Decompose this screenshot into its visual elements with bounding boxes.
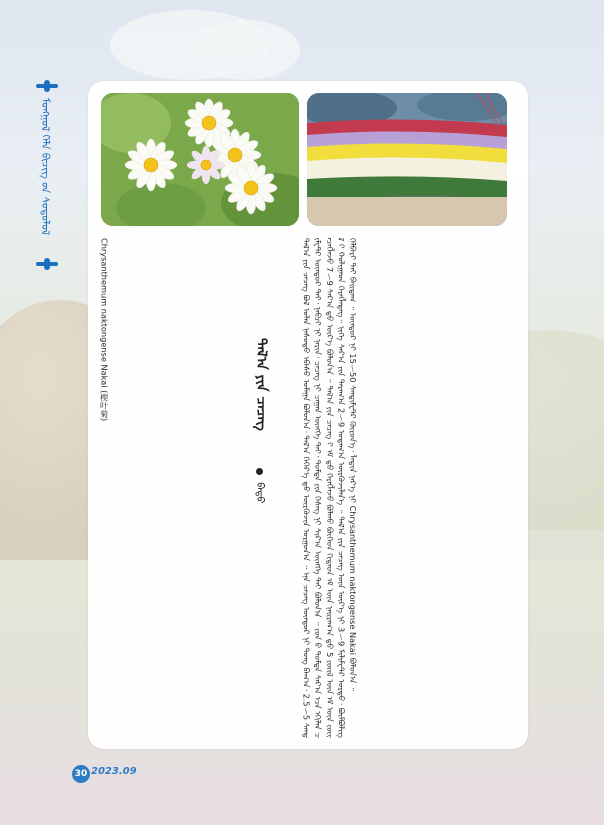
author-name: ᠪᠠᠲᠤ xyxy=(254,482,265,504)
ornament-top-icon xyxy=(34,80,60,92)
sidebar-magazine-title xyxy=(30,76,62,272)
bullet-dot-icon xyxy=(256,468,263,475)
issue-date: 2023.09 xyxy=(91,766,137,777)
magazine-title-text: ᠮᠣᠩᠭᠣᠯ ᠬᠡᠯᠡ ᠪᠢᠴᠢᠭ ᠤ᠋ᠨ ᠰᠣᠳᠤᠯᠤᠯ xyxy=(39,98,51,236)
page-number-badge: 30 xyxy=(72,765,90,783)
article-author xyxy=(250,468,272,528)
flowerbed-illustration-icon xyxy=(307,93,507,226)
article-title: ᠲᠠᠯ᠎ᠠ ᠶᠢᠨ ᠴᠡᠴᠡᠭ xyxy=(253,338,269,431)
daisy-illustration-icon xyxy=(101,93,299,226)
latin-name: Chrysanthemum naktongense Nakai xyxy=(99,238,110,388)
flowerbed-photo xyxy=(307,93,507,226)
ornament-bottom-icon xyxy=(34,258,60,270)
cloud-2 xyxy=(190,20,300,80)
daisy-photo xyxy=(101,93,299,226)
article-body-text: ᠲᠠᠯ᠎ᠠ ᠶᠢᠨ ᠴᠡᠴᠡᠭ ᠪᠣᠯ ᠣᠯᠠᠨ ᠨᠠᠰᠤᠲᠤ ᠡᠪᠡᠰᠤ ᠤᠮᠠᠭᠠ ᠪᠣᠯᠤᠨ᠎ᠠ᠂ ᠲᠠᠯ᠎ᠠ ᠬᠡᠭᠡᠷ᠎ᠡ ᠳ᠋ᠤ ᠦᠷᠭᠦᠵᠢᠨ ᠤᠷᠭᠤᠨ᠎ᠠ ᠃ ᠡᠨᠡ ᠴᠡᠴᠡᠭ ᠦᠨᠳᠦᠷ ᠨᠢ ᠲᠤᠩ ᠪᠠᠭ᠎ᠠ᠂ 2.5～5 ᠰᠠᠨᠲᠢᠮᠧᠲᠷ ᠦᠨᠳᠦᠷ ᠲᠠᠢ᠂ ᠨᠠᠪᠴᠢ ᠨᠢ ᠨᠠᠷᠢᠨ᠂ ᠴᠡᠴᠡᠭ ᠨᠢ ᠴᠠᠭᠠᠨ ᠦᠩᠭᠡ ᠲᠠᠢ᠂ ᠳᠤᠮᠳᠠ ᠶᠢᠨ ᠬᠡᠰᠡᠭ ᠨᠢ ᠰᠢᠷ᠎ᠠ ᠥᠩᠭᠡ ᠲᠠᠢ ᠪᠣᠯᠤᠨ᠎ᠠ ᠃ ᠵᠤᠨ ᠤ᠋ ᠳᠤᠮᠳᠠ ᠰᠠᠷ᠎ᠠ ᠡᠴᠡ ᠡᠬᠢᠯᠡᠨ ᠴᠡᠴᠡᠭᠯᠡᠵᠦ 7～9 ᠰᠠᠷ᠎ᠠ ᠳ᠋ᠤ ᠦᠷ᠎ᠡ ᠪᠣᠯᠤᠨ᠎ᠠ ᠃ ᠲᠠᠯ᠎ᠠ ᠶᠢᠨ ᠴᠡᠴᠡᠭ ᠢ᠋ ᠡᠮ ᠳ᠋ᠤ ᠬᠡᠷᠡᠭᠯᠡᠵᠦ ᠪᠣᠯᠬᠤ ᠪᠥᠭᠡᠳ ᠬᠢᠲᠠᠳ ᠡᠮ ᠦᠨ ᠨᠠᠢᠷᠠᠭ᠎ᠠ ᠳ᠋ᠤ 5 ᠵᠦᠢᠯ ᠦᠨ ᠡᠮ ᠦᠨ ᠵᠦᠢᠯ ᠢ᠋ ᠬᠣᠯᠢᠭᠠᠳ ᠬᠡᠷᠡᠭᠯᠡᠳᠡᠭ᠃ ᠨᠢᠭᠡ ᠰᠠᠷ᠎ᠠ ᠶᠢᠨ ᠳᠠᠷᠠᠭ᠎ᠠ 2～9 ᠤᠳᠠᠭ᠎ᠠ ᠦᠷᠭᠦᠵᠢᠯᠡᠨ᠎ᠡ ᠃ ᠲᠠᠯ᠎ᠠ ᠶᠢᠨ ᠴᠡᠴᠡᠭ ᠦᠨ ᠦᠷ᠎ᠡ ᠨᠢ 3～9 ᠮᠢᠯᠢᠮᠧᠲᠷ ᠤᠷᠲᠤ᠂ ᠪᠥᠮᠪᠥᠯᠢᠭ ᠬᠡᠯᠪᠡᠷᠢ ᠲᠠᠢ ᠪᠠᠢᠳᠠᠭ ᠃ ᠦᠨᠳᠦᠷ ᠨᠢ 15～50 ᠰᠠᠨᠲᠢᠮᠧᠲᠷ ᠬᠦᠷᠦᠨ᠎ᠡ᠂ ᠯᠠᠲᠢᠨ ᠨᠡᠷ᠎ᠡ ᠨᠢ Chrysanthemum naktongense Nakai ᠪᠣᠯᠤᠨ᠎ᠠ ᠃ xyxy=(301,238,358,738)
chinese-name: 楔叶菊 xyxy=(99,393,110,418)
article-body-continued: Chrysanthemum naktongense Nakai (楔叶菊) xyxy=(99,238,110,422)
